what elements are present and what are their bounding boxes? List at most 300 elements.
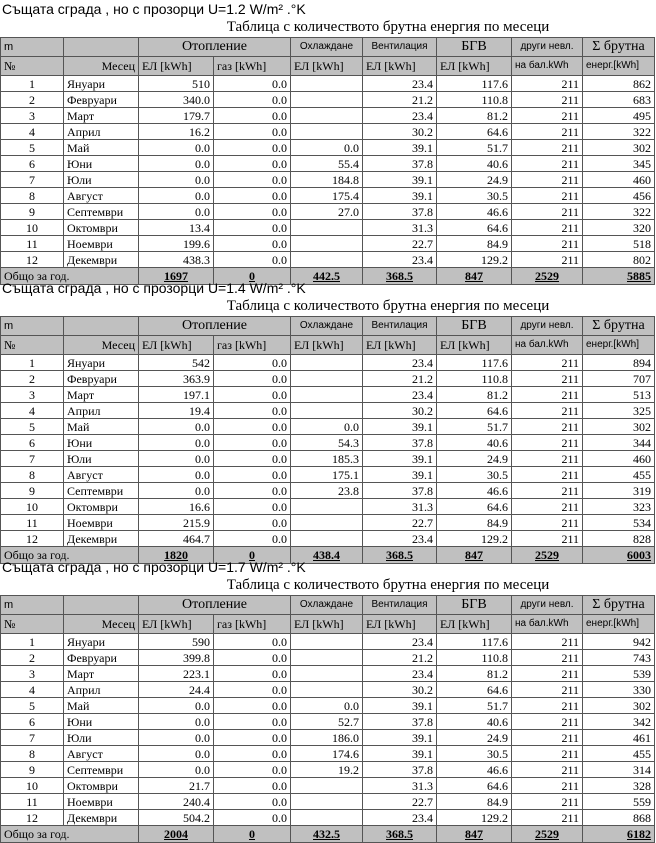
row-heating-gas: 0.0 <box>214 499 291 515</box>
row-other: 211 <box>512 650 583 666</box>
table-row <box>1 746 655 762</box>
header-m: m <box>1 38 64 57</box>
table-row <box>1 483 655 499</box>
header-no: № <box>1 615 64 634</box>
row-total: 743 <box>583 650 655 666</box>
row-total: 330 <box>583 682 655 698</box>
total-ventilation: 368.5 <box>363 826 437 843</box>
row-cooling <box>291 515 363 531</box>
header-cooling-el: ЕЛ [kWh] <box>291 336 363 355</box>
row-other: 211 <box>512 419 583 435</box>
window-variant-note: Същата сграда , но с прозорци U=1.2 W/m² .°K <box>2 1 306 17</box>
row-heating-el: 0.0 <box>139 698 214 714</box>
row-ventilation: 30.2 <box>363 403 437 419</box>
row-heating-el: 0.0 <box>139 730 214 746</box>
header-dhw-el: ЕЛ [kWh] <box>437 57 512 76</box>
table-body <box>1 76 655 268</box>
row-cooling <box>291 634 363 650</box>
row-ventilation: 31.3 <box>363 778 437 794</box>
table-row <box>1 156 655 172</box>
row-heating-el: 21.7 <box>139 778 214 794</box>
header-other-unit: на бал.kWh <box>512 336 583 355</box>
row-total: 828 <box>583 531 655 547</box>
row-cooling: 0.0 <box>291 419 363 435</box>
row-dhw: 40.6 <box>437 714 512 730</box>
row-dhw: 129.2 <box>437 252 512 268</box>
table-caption: Таблица с количеството брутна енергия по месеци <box>226 298 550 314</box>
header-m: m <box>1 317 64 336</box>
row-number: 9 <box>1 483 64 499</box>
total-energy: 5885 <box>583 268 655 285</box>
table-row <box>1 108 655 124</box>
row-ventilation: 23.4 <box>363 108 437 124</box>
row-number: 7 <box>1 172 64 188</box>
row-cooling: 175.4 <box>291 188 363 204</box>
header-no: № <box>1 336 64 355</box>
row-total: 559 <box>583 794 655 810</box>
row-cooling <box>291 371 363 387</box>
row-ventilation: 39.1 <box>363 140 437 156</box>
row-total: 344 <box>583 435 655 451</box>
row-other: 211 <box>512 666 583 682</box>
total-energy: 6182 <box>583 826 655 843</box>
header-total: Σ брутна <box>583 596 655 615</box>
row-ventilation: 39.1 <box>363 467 437 483</box>
row-cooling <box>291 108 363 124</box>
total-cooling: 442.5 <box>291 268 363 285</box>
row-other: 211 <box>512 140 583 156</box>
total-other: 2529 <box>512 826 583 843</box>
row-dhw: 46.6 <box>437 762 512 778</box>
header-other: други невл. <box>512 38 583 57</box>
row-dhw: 84.9 <box>437 515 512 531</box>
row-heating-gas: 0.0 <box>214 435 291 451</box>
row-cooling <box>291 666 363 682</box>
row-number: 10 <box>1 778 64 794</box>
row-month: Октомври <box>64 778 139 794</box>
header-ventilation-el: ЕЛ [kWh] <box>363 57 437 76</box>
row-heating-el: 240.4 <box>139 794 214 810</box>
row-ventilation: 31.3 <box>363 499 437 515</box>
row-dhw: 64.6 <box>437 220 512 236</box>
row-dhw: 110.8 <box>437 371 512 387</box>
row-heating-gas: 0.0 <box>214 204 291 220</box>
row-ventilation: 37.8 <box>363 714 437 730</box>
row-heating-el: 0.0 <box>139 435 214 451</box>
row-cooling <box>291 355 363 371</box>
row-total: 320 <box>583 220 655 236</box>
row-dhw: 30.5 <box>437 188 512 204</box>
row-cooling <box>291 794 363 810</box>
row-number: 10 <box>1 220 64 236</box>
row-cooling: 0.0 <box>291 698 363 714</box>
row-heating-el: 13.4 <box>139 220 214 236</box>
row-cooling <box>291 76 363 92</box>
row-dhw: 24.9 <box>437 451 512 467</box>
table-row <box>1 435 655 451</box>
row-heating-gas: 0.0 <box>214 794 291 810</box>
table-row <box>1 778 655 794</box>
row-number: 12 <box>1 252 64 268</box>
header-ventilation-el: ЕЛ [kWh] <box>363 336 437 355</box>
row-total: 495 <box>583 108 655 124</box>
table-row <box>1 355 655 371</box>
totals-label: Общо за год. <box>1 826 139 843</box>
table-row <box>1 531 655 547</box>
header-month: Месец <box>64 57 139 76</box>
row-dhw: 84.9 <box>437 794 512 810</box>
row-total: 322 <box>583 124 655 140</box>
row-month: Юли <box>64 730 139 746</box>
row-cooling: 184.8 <box>291 172 363 188</box>
row-total: 342 <box>583 714 655 730</box>
header-heating-gas: газ [kWh] <box>214 57 291 76</box>
table-row <box>1 204 655 220</box>
row-cooling <box>291 220 363 236</box>
header-heating: Отопление <box>139 596 291 615</box>
header-heating: Отопление <box>139 317 291 336</box>
row-number: 12 <box>1 531 64 547</box>
total-dhw: 847 <box>437 268 512 285</box>
row-number: 5 <box>1 140 64 156</box>
row-number: 7 <box>1 451 64 467</box>
row-ventilation: 23.4 <box>363 666 437 682</box>
header-cooling: Охлаждане <box>291 38 363 57</box>
table-row <box>1 515 655 531</box>
total-heating-gas: 0 <box>214 547 291 564</box>
row-number: 5 <box>1 419 64 435</box>
row-other: 211 <box>512 220 583 236</box>
energy-table-block <box>0 0 656 285</box>
row-total: 345 <box>583 156 655 172</box>
row-dhw: 64.6 <box>437 403 512 419</box>
total-other: 2529 <box>512 547 583 564</box>
row-heating-gas: 0.0 <box>214 515 291 531</box>
row-other: 211 <box>512 188 583 204</box>
row-month: Април <box>64 403 139 419</box>
row-total: 862 <box>583 76 655 92</box>
row-dhw: 51.7 <box>437 140 512 156</box>
row-heating-el: 179.7 <box>139 108 214 124</box>
row-other: 211 <box>512 531 583 547</box>
total-energy: 6003 <box>583 547 655 564</box>
row-other: 211 <box>512 730 583 746</box>
row-cooling <box>291 387 363 403</box>
row-month: Май <box>64 419 139 435</box>
table-row <box>1 714 655 730</box>
row-other: 211 <box>512 714 583 730</box>
row-total: 461 <box>583 730 655 746</box>
row-heating-gas: 0.0 <box>214 634 291 650</box>
table-body <box>1 355 655 547</box>
row-heating-gas: 0.0 <box>214 403 291 419</box>
header-heating-el: ЕЛ [kWh] <box>139 615 214 634</box>
row-month: Март <box>64 108 139 124</box>
total-heating-gas: 0 <box>214 826 291 843</box>
table-row <box>1 698 655 714</box>
row-heating-gas: 0.0 <box>214 76 291 92</box>
header-other-unit: на бал.kWh <box>512 57 583 76</box>
row-total: 518 <box>583 236 655 252</box>
row-month: Февруари <box>64 371 139 387</box>
row-heating-gas: 0.0 <box>214 220 291 236</box>
header-dhw: БГВ <box>437 596 512 615</box>
row-heating-el: 438.3 <box>139 252 214 268</box>
row-other: 211 <box>512 172 583 188</box>
row-month: Ноември <box>64 794 139 810</box>
table-row <box>1 794 655 810</box>
row-dhw: 81.2 <box>437 666 512 682</box>
row-other: 211 <box>512 778 583 794</box>
row-heating-gas: 0.0 <box>214 666 291 682</box>
header-empty <box>64 596 139 615</box>
row-total: 302 <box>583 419 655 435</box>
table-row <box>1 419 655 435</box>
row-other: 211 <box>512 204 583 220</box>
row-cooling: 185.3 <box>291 451 363 467</box>
row-dhw: 46.6 <box>437 204 512 220</box>
row-total: 539 <box>583 666 655 682</box>
header-heating-el: ЕЛ [kWh] <box>139 57 214 76</box>
row-cooling <box>291 499 363 515</box>
row-cooling <box>291 124 363 140</box>
row-cooling: 0.0 <box>291 140 363 156</box>
row-total: 302 <box>583 698 655 714</box>
row-number: 11 <box>1 794 64 810</box>
row-heating-gas: 0.0 <box>214 419 291 435</box>
row-total: 460 <box>583 172 655 188</box>
row-other: 211 <box>512 371 583 387</box>
row-heating-gas: 0.0 <box>214 252 291 268</box>
totals-label: Общо за год. <box>1 268 139 285</box>
row-month: Септември <box>64 483 139 499</box>
row-heating-el: 504.2 <box>139 810 214 826</box>
row-month: Октомври <box>64 220 139 236</box>
row-number: 3 <box>1 387 64 403</box>
row-ventilation: 21.2 <box>363 92 437 108</box>
row-number: 1 <box>1 76 64 92</box>
row-cooling <box>291 650 363 666</box>
row-total: 460 <box>583 451 655 467</box>
row-cooling: 27.0 <box>291 204 363 220</box>
row-heating-gas: 0.0 <box>214 698 291 714</box>
row-cooling <box>291 531 363 547</box>
row-other: 211 <box>512 252 583 268</box>
row-total: 534 <box>583 515 655 531</box>
row-heating-el: 223.1 <box>139 666 214 682</box>
row-heating-el: 399.8 <box>139 650 214 666</box>
total-ventilation: 368.5 <box>363 547 437 564</box>
row-heating-gas: 0.0 <box>214 810 291 826</box>
row-total: 894 <box>583 355 655 371</box>
row-heating-el: 19.4 <box>139 403 214 419</box>
row-ventilation: 37.8 <box>363 483 437 499</box>
row-dhw: 51.7 <box>437 419 512 435</box>
table-row <box>1 252 655 268</box>
total-dhw: 847 <box>437 826 512 843</box>
row-total: 868 <box>583 810 655 826</box>
table-row <box>1 172 655 188</box>
table-row <box>1 188 655 204</box>
row-dhw: 24.9 <box>437 172 512 188</box>
row-other: 211 <box>512 467 583 483</box>
table-row <box>1 403 655 419</box>
row-heating-gas: 0.0 <box>214 682 291 698</box>
row-month: Декември <box>64 531 139 547</box>
row-cooling <box>291 92 363 108</box>
row-dhw: 110.8 <box>437 650 512 666</box>
total-ventilation: 368.5 <box>363 268 437 285</box>
row-dhw: 24.9 <box>437 730 512 746</box>
header-dhw: БГВ <box>437 317 512 336</box>
row-dhw: 129.2 <box>437 531 512 547</box>
table-row <box>1 762 655 778</box>
header-dhw-el: ЕЛ [kWh] <box>437 336 512 355</box>
row-other: 211 <box>512 92 583 108</box>
row-heating-el: 0.0 <box>139 419 214 435</box>
row-month: Януари <box>64 76 139 92</box>
row-heating-gas: 0.0 <box>214 188 291 204</box>
row-heating-el: 24.4 <box>139 682 214 698</box>
row-dhw: 40.6 <box>437 156 512 172</box>
row-dhw: 129.2 <box>437 810 512 826</box>
row-cooling: 186.0 <box>291 730 363 746</box>
row-other: 211 <box>512 515 583 531</box>
row-other: 211 <box>512 156 583 172</box>
row-ventilation: 31.3 <box>363 220 437 236</box>
table-row <box>1 92 655 108</box>
row-total: 455 <box>583 746 655 762</box>
row-dhw: 117.6 <box>437 355 512 371</box>
row-ventilation: 22.7 <box>363 236 437 252</box>
row-heating-gas: 0.0 <box>214 108 291 124</box>
row-heating-el: 16.2 <box>139 124 214 140</box>
row-number: 6 <box>1 714 64 730</box>
header-ventilation: Вентилация <box>363 38 437 57</box>
row-month: Декември <box>64 252 139 268</box>
header-heating: Отопление <box>139 38 291 57</box>
row-total: 323 <box>583 499 655 515</box>
row-dhw: 81.2 <box>437 387 512 403</box>
row-other: 211 <box>512 698 583 714</box>
header-month: Месец <box>64 336 139 355</box>
row-ventilation: 37.8 <box>363 762 437 778</box>
table-caption: Таблица с количеството брутна енергия по месеци <box>226 577 550 593</box>
row-heating-el: 363.9 <box>139 371 214 387</box>
row-other: 211 <box>512 794 583 810</box>
energy-table-block <box>0 558 656 843</box>
header-cooling: Охлаждане <box>291 596 363 615</box>
row-heating-el: 590 <box>139 634 214 650</box>
window-variant-note: Същата сграда , но с прозорци U=1.7 W/m² .°K <box>2 559 306 575</box>
row-month: Септември <box>64 204 139 220</box>
row-number: 5 <box>1 698 64 714</box>
row-heating-el: 0.0 <box>139 188 214 204</box>
row-heating-gas: 0.0 <box>214 124 291 140</box>
row-month: Май <box>64 140 139 156</box>
row-number: 6 <box>1 156 64 172</box>
row-number: 11 <box>1 515 64 531</box>
row-heating-gas: 0.0 <box>214 355 291 371</box>
row-heating-gas: 0.0 <box>214 746 291 762</box>
row-month: Август <box>64 746 139 762</box>
row-total: 707 <box>583 371 655 387</box>
total-heating-el: 1697 <box>139 268 214 285</box>
row-other: 211 <box>512 435 583 451</box>
row-month: Април <box>64 682 139 698</box>
total-cooling: 432.5 <box>291 826 363 843</box>
monthly-energy-table <box>0 316 655 564</box>
row-cooling <box>291 236 363 252</box>
row-number: 3 <box>1 666 64 682</box>
header-cooling: Охлаждане <box>291 317 363 336</box>
row-month: Март <box>64 387 139 403</box>
row-number: 4 <box>1 403 64 419</box>
header-empty <box>64 38 139 57</box>
table-row <box>1 634 655 650</box>
row-number: 11 <box>1 236 64 252</box>
row-ventilation: 22.7 <box>363 794 437 810</box>
row-ventilation: 39.1 <box>363 730 437 746</box>
row-heating-gas: 0.0 <box>214 156 291 172</box>
row-cooling: 52.7 <box>291 714 363 730</box>
row-dhw: 64.6 <box>437 682 512 698</box>
row-dhw: 84.9 <box>437 236 512 252</box>
row-month: Февруари <box>64 92 139 108</box>
row-total: 456 <box>583 188 655 204</box>
row-month: Юни <box>64 156 139 172</box>
row-other: 211 <box>512 236 583 252</box>
header-cooling-el: ЕЛ [kWh] <box>291 615 363 634</box>
total-heating-el: 1820 <box>139 547 214 564</box>
row-heating-el: 0.0 <box>139 746 214 762</box>
row-heating-gas: 0.0 <box>214 730 291 746</box>
row-heating-el: 0.0 <box>139 714 214 730</box>
row-number: 2 <box>1 371 64 387</box>
row-number: 1 <box>1 634 64 650</box>
row-month: Август <box>64 188 139 204</box>
row-dhw: 81.2 <box>437 108 512 124</box>
row-heating-el: 510 <box>139 76 214 92</box>
row-total: 314 <box>583 762 655 778</box>
row-ventilation: 23.4 <box>363 531 437 547</box>
table-row <box>1 220 655 236</box>
row-other: 211 <box>512 124 583 140</box>
row-month: Юни <box>64 435 139 451</box>
table-row <box>1 124 655 140</box>
row-month: Октомври <box>64 499 139 515</box>
row-ventilation: 21.2 <box>363 650 437 666</box>
row-month: Март <box>64 666 139 682</box>
row-cooling: 174.6 <box>291 746 363 762</box>
table-row <box>1 810 655 826</box>
row-heating-gas: 0.0 <box>214 778 291 794</box>
table-row <box>1 499 655 515</box>
table-row <box>1 682 655 698</box>
row-heating-gas: 0.0 <box>214 92 291 108</box>
row-heating-gas: 0.0 <box>214 172 291 188</box>
row-dhw: 51.7 <box>437 698 512 714</box>
row-total: 319 <box>583 483 655 499</box>
row-heating-el: 197.1 <box>139 387 214 403</box>
header-dhw-el: ЕЛ [kWh] <box>437 615 512 634</box>
row-heating-gas: 0.0 <box>214 236 291 252</box>
header-total-unit: енерг.[kWh] <box>583 57 655 76</box>
row-heating-el: 0.0 <box>139 204 214 220</box>
row-heating-gas: 0.0 <box>214 371 291 387</box>
totals-label: Общо за год. <box>1 547 139 564</box>
total-dhw: 847 <box>437 547 512 564</box>
